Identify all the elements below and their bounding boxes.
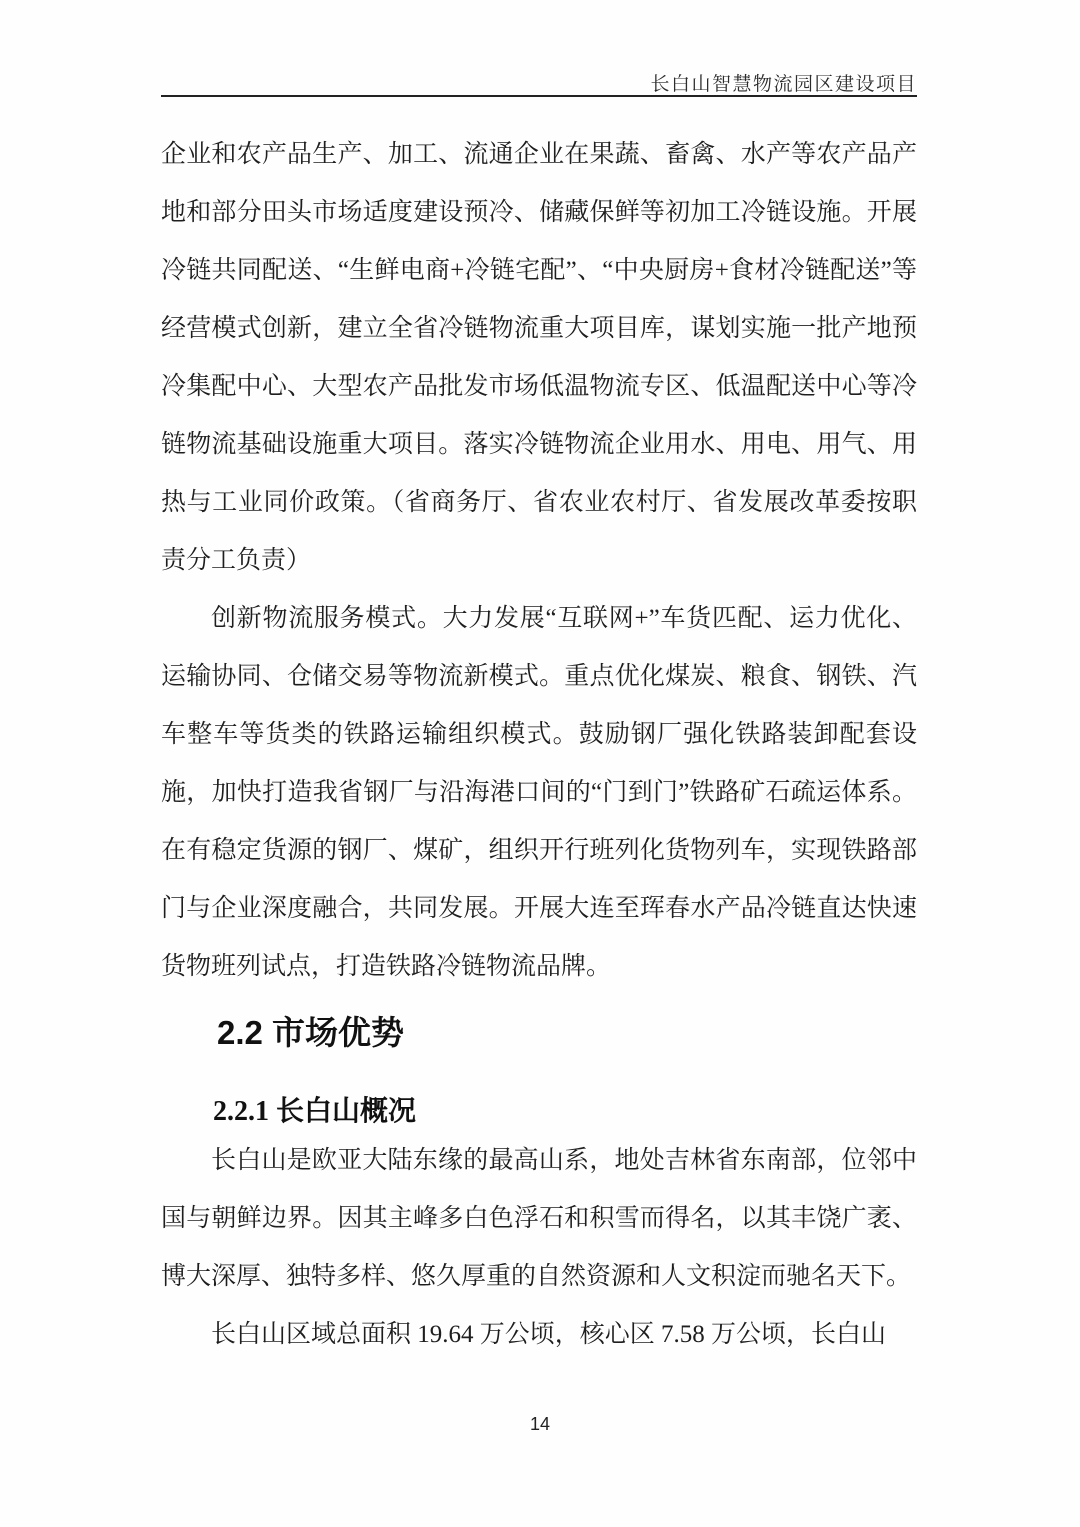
header-running-title: 长白山智慧物流园区建设项目 <box>650 74 917 95</box>
document-body <box>161 126 917 1364</box>
header-rule <box>161 95 917 97</box>
paragraph-changbaishan-area: 长白山区域总面积 19.64 万公顷，核心区 7.58 万公顷，长白山 <box>211 1321 887 1348</box>
paragraph-logistics-service-models: 创新物流服务模式。大力发展“互联网+”车货匹配、运力优化、运输协同、仓储交易等物流新模式。重点优化煤炭、粮食、钢铁、汽车整车等货类的铁路运输组织模式。鼓励钢厂强化铁路装卸配套设施，加快打造我省钢厂与沿海港口间的“门到门”铁路矿石疏运体系。在有稳定货源的钢厂、煤矿，组织开行班列化货物列车，实现铁路部门与企业深度融合，共同发展。开展大连至珲春水产品冷链直达快速货物班列试点，打造铁路冷链物流品牌。 <box>161 605 917 980</box>
page-number: 14 <box>529 1414 551 1434</box>
subsection-heading-changbaishan-overview: 2.2.1 长白山概况 <box>213 1096 417 1127</box>
section-heading-market-advantage: 2.2 市场优势 <box>217 1014 405 1051</box>
paragraph-cold-chain-facilities: 企业和农产品生产、加工、流通企业在果蔬、畜禽、水产等农产品产地和部分田头市场适度建设预冷、储藏保鲜等初加工冷链设施。开展冷链共同配送、“生鲜电商+冷链宅配”、“中央厨房+食材冷链配送”等经营模式创新，建立全省冷链物流重大项目库，谋划实施一批产地预冷集配中心、大型农产品批发市场低温物流专区、低温配送中心等冷链物流基础设施重大项目。落实冷链物流企业用水、用电、用气、用热与工业同价政策。（省商务厅、省农业农村厅、省发展改革委按职责分工负责） <box>161 141 917 574</box>
paragraph-changbaishan-intro: 长白山是欧亚大陆东缘的最高山系，地处吉林省东南部，位邻中国与朝鲜边界。因其主峰多白色浮石和积雪而得名，以其丰饶广袤、博大深厚、独特多样、悠久厚重的自然资源和人文积淀而驰名天下。 <box>161 1147 917 1290</box>
